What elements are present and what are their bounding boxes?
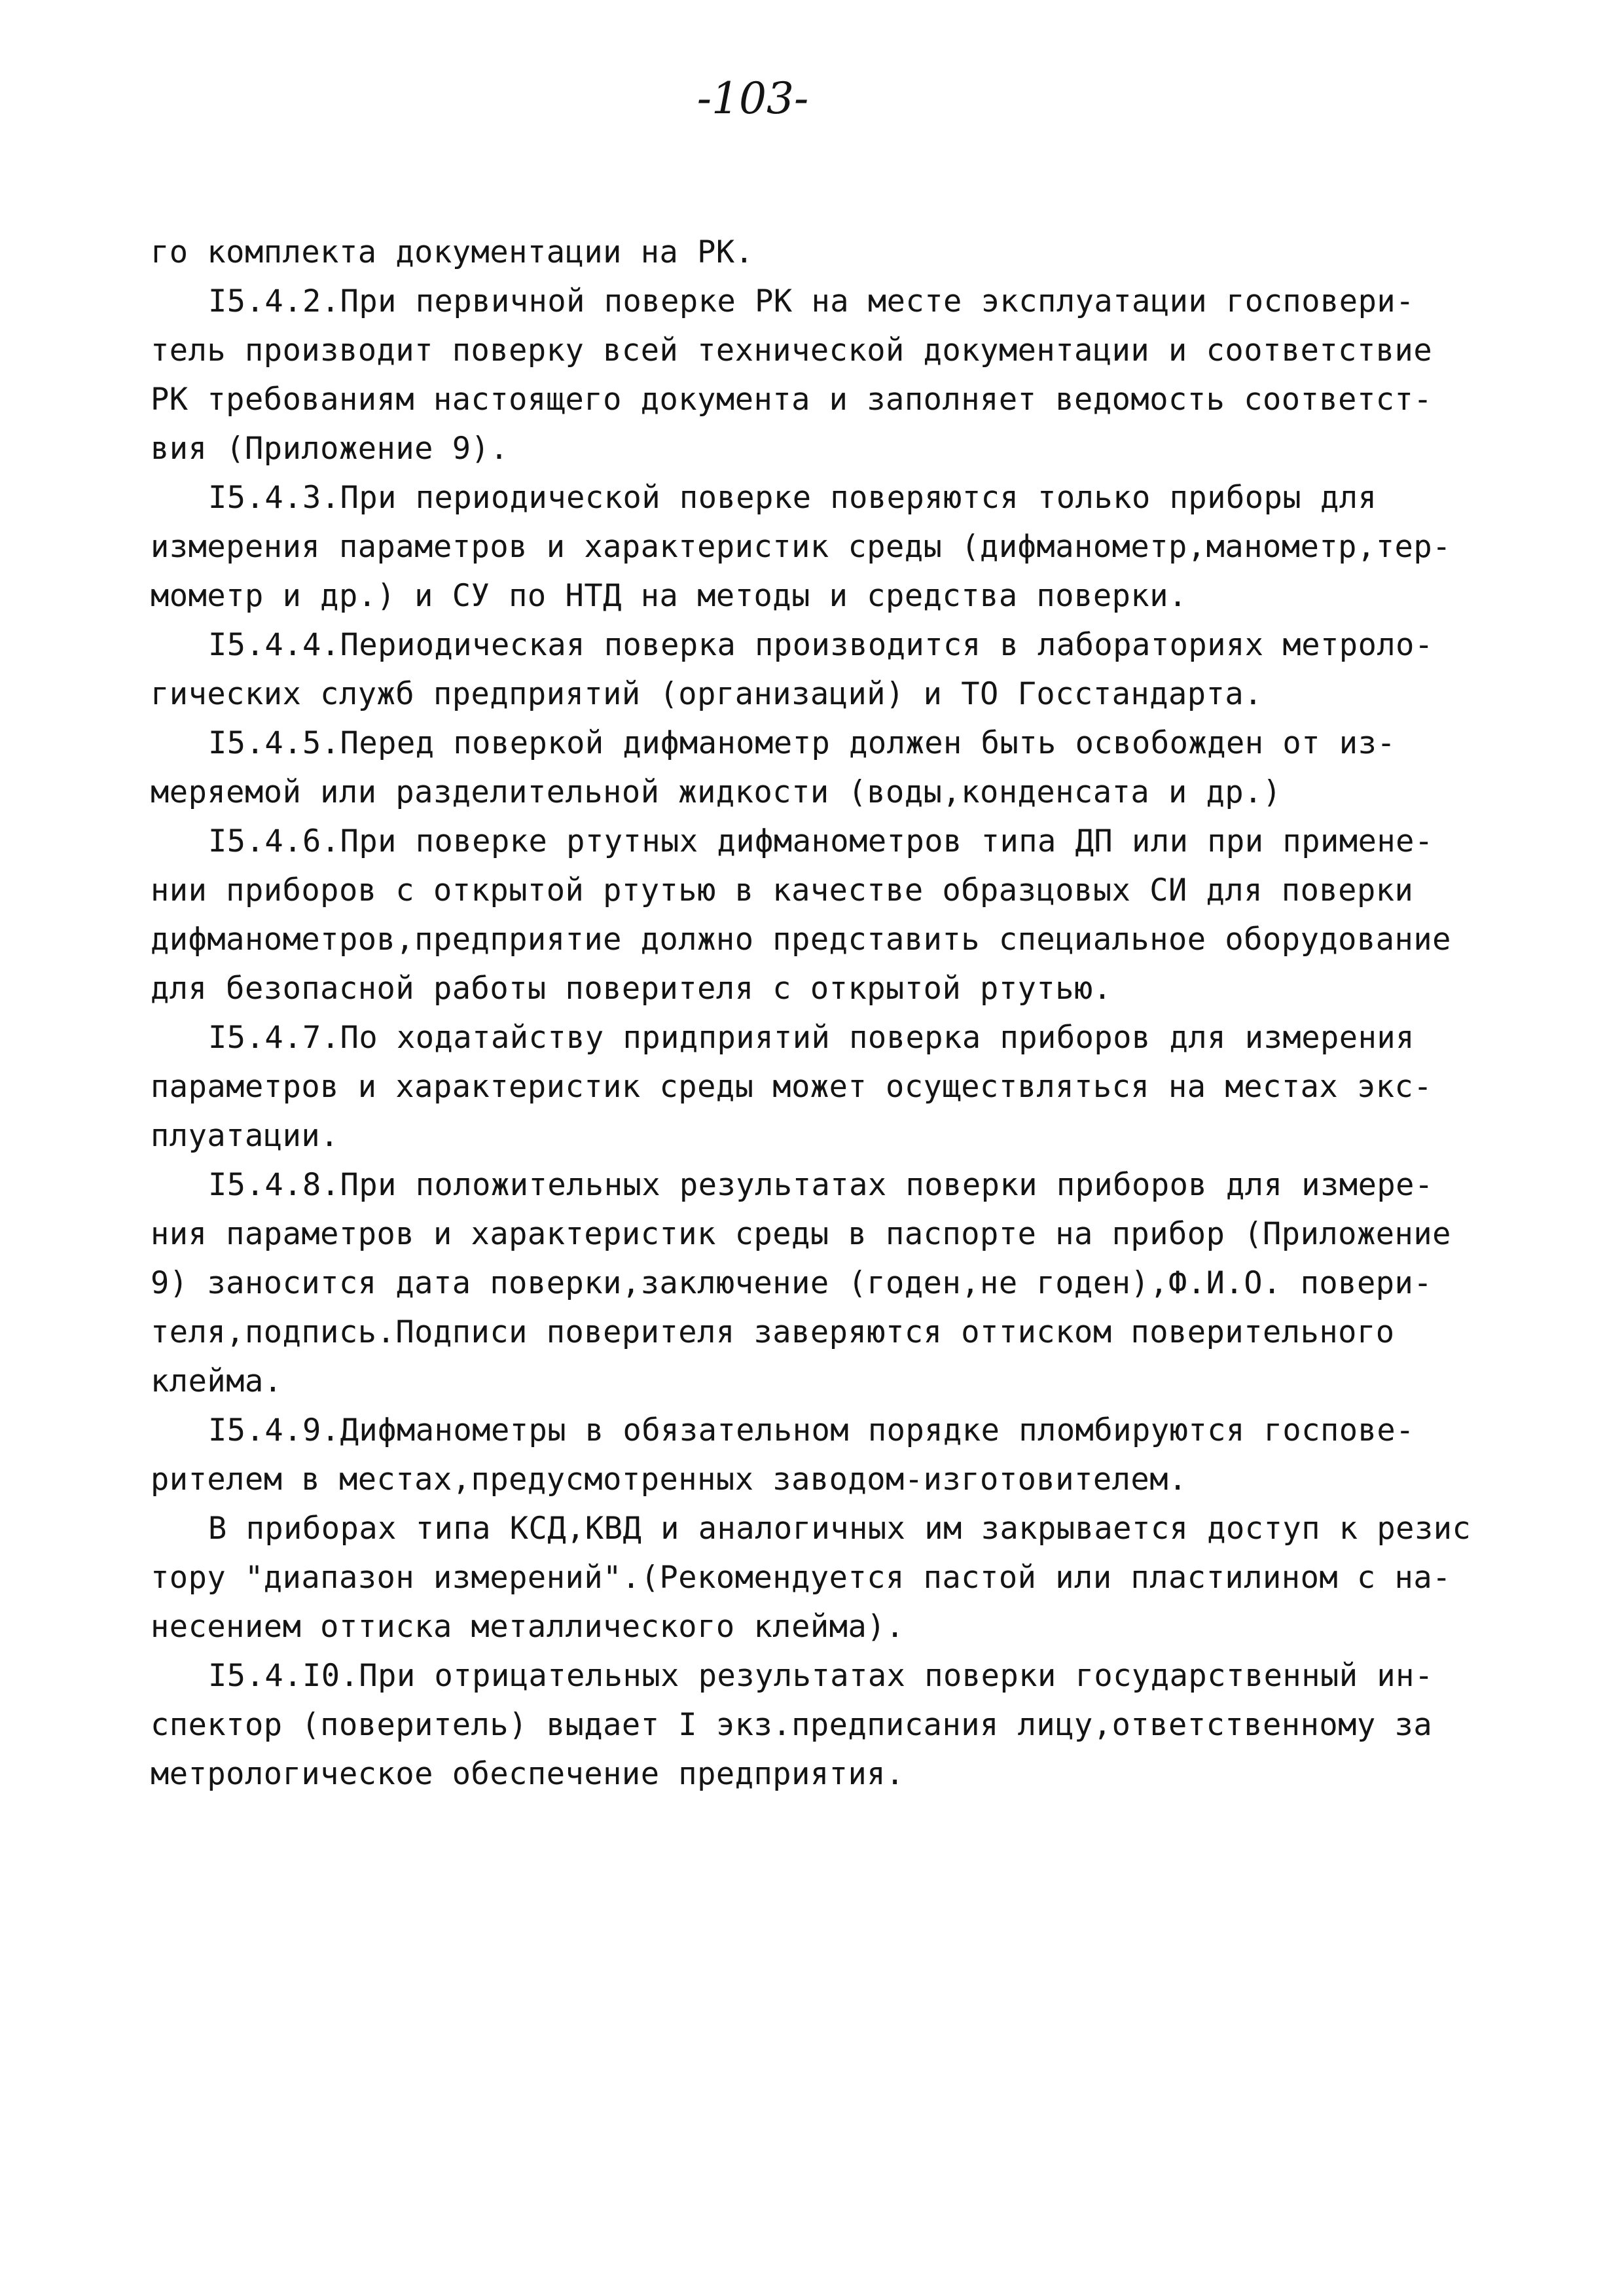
text-line: I5.4.8.При положительных результатах поверки приборов для измере- [208, 1167, 1434, 1203]
page-number: -103- [696, 73, 809, 124]
text-line: РК требованиям настоящего документа и заполняет ведомость соответст- [151, 382, 1433, 418]
text-line: I5.4.7.По ходатайству придприятий поверка приборов для измерения [208, 1020, 1415, 1056]
text-line: тель производит поверку всей технической документации и соответствие [151, 332, 1433, 368]
text-line: I5.4.3.При периодической поверке поверяются только приборы для [208, 480, 1377, 516]
text-line: I5.4.9.Дифманометры в обязательном порядке пломбируются госпове- [208, 1412, 1415, 1448]
text-line: нии приборов с открытой ртутью в качестве образцовых СИ для поверки [151, 872, 1414, 908]
text-line: спектор (поверитель) выдает I экз.предписания лицу,ответственному за [151, 1707, 1433, 1743]
text-line: плуатации. [151, 1118, 339, 1154]
text-line: го комплекта документации на РК. [151, 234, 754, 270]
text-line: I5.4.4.Периодическая поверка производится в лабораториях метроло- [208, 627, 1434, 663]
text-line: ния параметров и характеристик среды в паспорте на прибор (Приложение [151, 1216, 1451, 1252]
text-line: параметров и характеристик среды может осуществляться на местах экс- [151, 1069, 1433, 1105]
text-line: I5.4.I0.При отрицательных результатах поверки государственный ин- [208, 1658, 1434, 1694]
text-line: дифманометров,предприятие должно представить специальное оборудование [151, 922, 1451, 958]
text-line: мометр и др.) и СУ по НТД на методы и средства поверки. [151, 578, 1187, 614]
text-line: I5.4.5.Перед поверкой дифманометр должен быть освобожден от из- [208, 725, 1396, 761]
text-line: рителем в местах,предусмотренных заводом-изготовителем. [151, 1462, 1187, 1498]
text-line: I5.4.6.При поверке ртутных дифманометров типа ДП или при примене- [208, 823, 1434, 859]
text-line: тору "диапазон измерений".(Рекомендуется пастой или пластилином с на- [151, 1560, 1451, 1596]
text-line: для безопасной работы поверителя с открытой ртутью. [151, 971, 1112, 1007]
text-line: гических служб предприятий (организаций) и ТО Госстандарта. [151, 676, 1263, 712]
text-line: I5.4.2.При первичной поверке РК на месте эксплуатации госповери- [208, 283, 1415, 319]
text-line: метрологическое обеспечение предприятия. [151, 1756, 905, 1792]
text-line: 9) заносится дата поверки,заключение (годен,не годен),Ф.И.О. повери- [151, 1265, 1433, 1301]
text-line: клейма. [151, 1363, 283, 1399]
text-line: несением оттиска металлического клейма). [151, 1609, 905, 1645]
text-line: В приборах типа КСД,КВД и аналогичных им закрывается доступ к резис [208, 1511, 1471, 1547]
text-line: вия (Приложение 9). [151, 431, 509, 467]
text-line: теля,подпись.Подписи поверителя заверяются оттиском поверительного [151, 1314, 1395, 1350]
text-line: меряемой или разделительной жидкости (воды,конденсата и др.) [151, 774, 1282, 810]
document-body [151, 228, 1538, 1799]
text-line: измерения параметров и характеристик среды (дифманометр,манометр,тер- [151, 529, 1451, 565]
